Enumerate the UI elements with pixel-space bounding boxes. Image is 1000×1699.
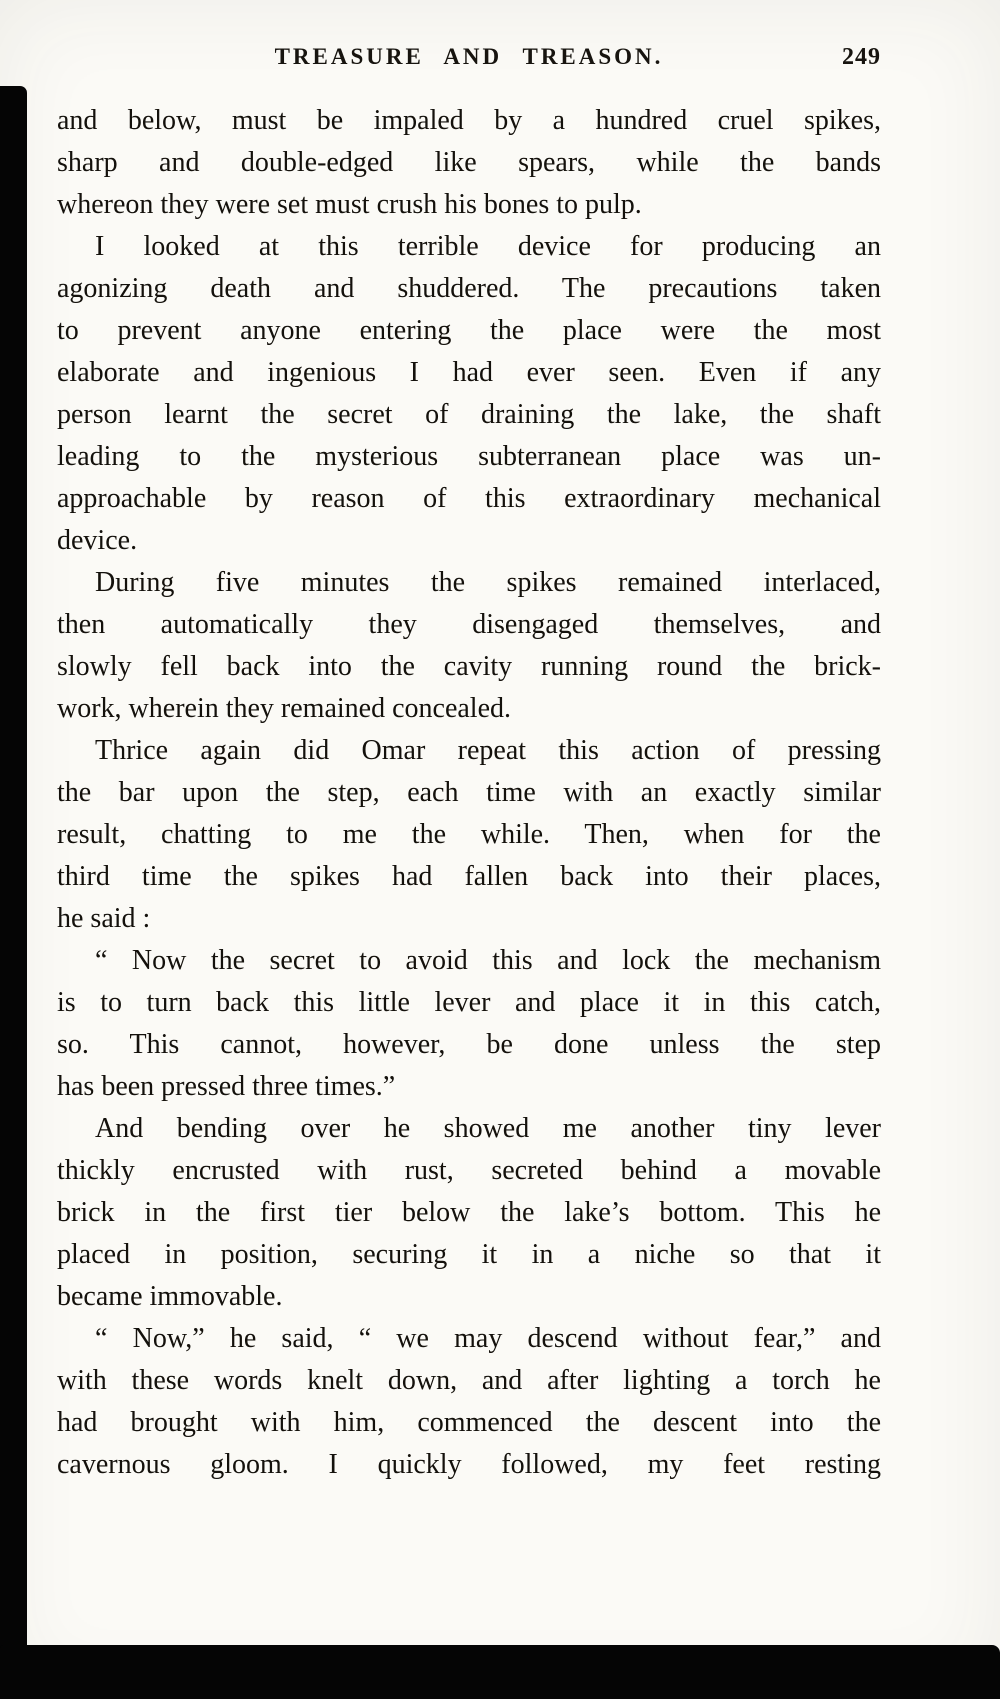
text-line: third time the spikes had fallen back into their places,: [57, 861, 881, 892]
text-line: had brought with him, commenced the descent into the: [57, 1407, 881, 1438]
paragraph: [57, 1108, 881, 1318]
text-line: leading to the mysterious subterranean place was un-: [57, 441, 881, 472]
text-line: result, chatting to me the while. Then, when for the: [57, 819, 881, 850]
text-line: whereon they were set must crush his bones to pulp.: [57, 189, 642, 220]
text-line: then automatically they disengaged themselves, and: [57, 609, 881, 640]
text-line: and below, must be impaled by a hundred cruel spikes,: [57, 105, 881, 136]
text-line: he said :: [57, 903, 151, 934]
text-line: cavernous gloom. I quickly followed, my feet resting: [57, 1449, 881, 1480]
text-line: has been pressed three times.”: [57, 1071, 396, 1102]
text-line: thickly encrusted with rust, secreted behind a movable: [57, 1155, 881, 1186]
text-line: I looked at this terrible device for producing an: [95, 231, 881, 262]
paragraph: [57, 226, 881, 562]
text-line: work, wherein they remained concealed.: [57, 693, 512, 724]
text-line: is to turn back this little lever and place it in this catch,: [57, 987, 881, 1018]
text-line: elaborate and ingenious I had ever seen. Even if any: [57, 357, 881, 388]
text-line: approachable by reason of this extraordinary mechanical: [57, 483, 881, 514]
paragraph: [57, 730, 881, 940]
text-line: “ Now the secret to avoid this and lock the mechanism: [95, 945, 881, 976]
text-line: brick in the first tier below the lake’s bottom. This he: [57, 1197, 881, 1228]
text-line: placed in position, securing it in a niche so that it: [57, 1239, 881, 1270]
text-line: sharp and double-edged like spears, while the bands: [57, 147, 881, 178]
scan-border-bottom: [0, 1645, 1000, 1699]
body-text: [57, 100, 881, 1486]
paragraph: [57, 100, 881, 226]
text-line: became immovable.: [57, 1281, 283, 1312]
text-line: And bending over he showed me another tiny lever: [95, 1113, 881, 1144]
text-line: During five minutes the spikes remained interlaced,: [95, 567, 881, 598]
text-line: person learnt the secret of draining the lake, the shaft: [57, 399, 881, 430]
text-line: to prevent anyone entering the place were the most: [57, 315, 881, 346]
text-line: agonizing death and shuddered. The precautions taken: [57, 273, 881, 304]
text-line: device.: [57, 525, 138, 556]
text-line: the bar upon the step, each time with an exactly similar: [57, 777, 881, 808]
running-title: TREASURE AND TREASON.: [274, 44, 664, 69]
page-number: 249: [842, 44, 881, 70]
text-line: slowly fell back into the cavity running round the brick-: [57, 651, 881, 682]
paragraph: [57, 940, 881, 1108]
paragraph: [57, 562, 881, 730]
text-line: so. This cannot, however, be done unless the step: [57, 1029, 881, 1060]
text-line: “ Now,” he said, “ we may descend without fear,” and: [95, 1323, 881, 1354]
scan-border-left: [0, 86, 27, 1699]
page-header: [57, 44, 881, 74]
text-line: Thrice again did Omar repeat this action of pressing: [95, 735, 881, 766]
paragraph: [57, 1318, 881, 1486]
text-line: with these words knelt down, and after lighting a torch he: [57, 1365, 881, 1396]
